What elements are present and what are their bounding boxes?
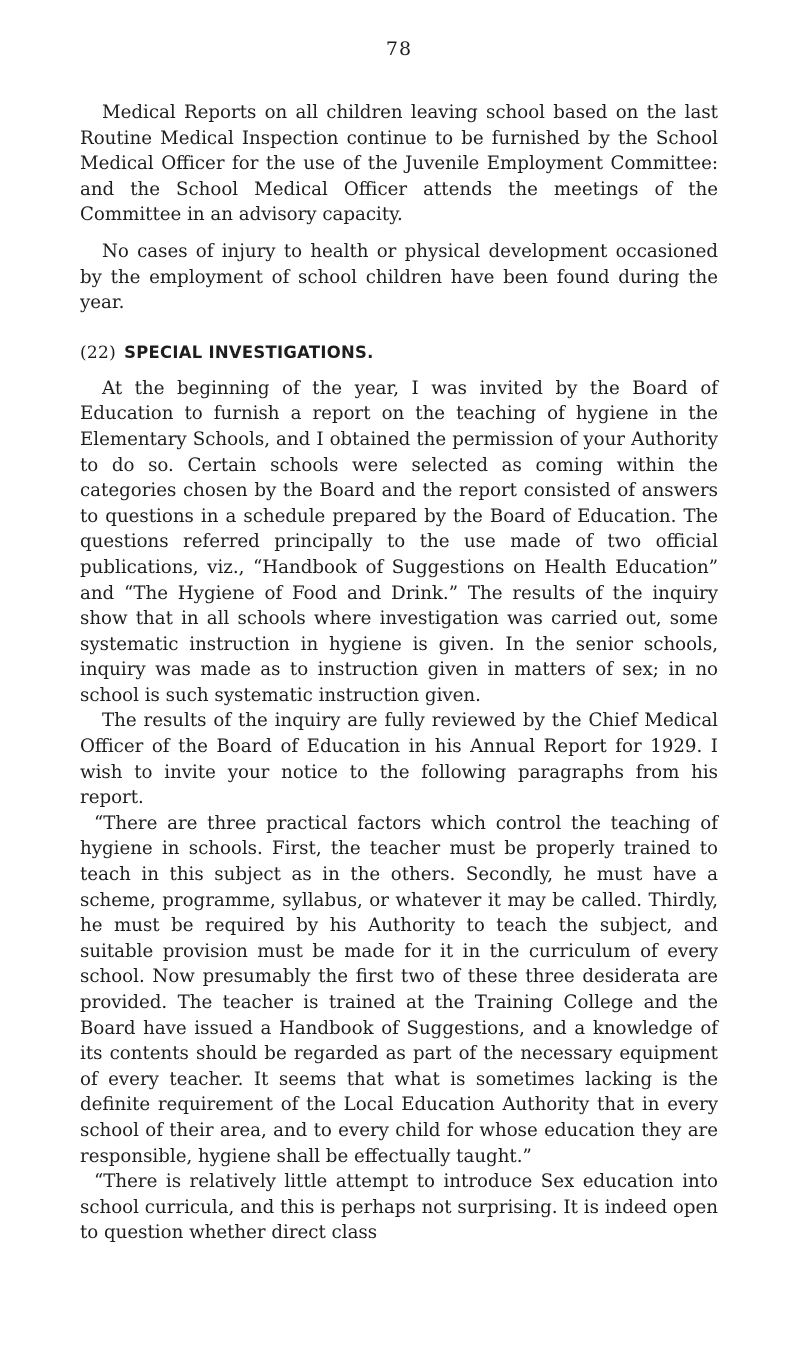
paragraph-no-injury: No cases of injury to health or physical development occasioned by the employment of school children have been found during the year. xyxy=(80,240,718,314)
paragraph-inquiry-results: The results of the inquiry are fully reviewed by the Chief Medical Officer of the Board of Education in his Annual Report for 1929. I wish to invite your notice to the following paragraphs from his report. xyxy=(80,710,718,809)
section-number: (22) xyxy=(80,342,117,363)
section-title: SPECIAL INVESTIGATIONS. xyxy=(124,342,374,362)
paragraph-medical-reports: Medical Reports on all children leaving school based on the last Routine Medical Inspection continue to be furnished by the School Medical Officer for the use of the Juvenile Employment Committee: and the School Medical Officer attends the meetings of the Committee in an advisory capacity. xyxy=(80,102,718,226)
quote-sex-education: “There is relatively little attempt to introduce Sex education into school curricula, and this is perhaps not surprising. It is indeed open to question whether direct class xyxy=(80,1171,718,1244)
quote-practical-factors: “There are three practical factors which control the teaching of hygiene in schools. First, the teacher must be properly trained to teach in this subject as in the others. Secondly, he must have a scheme, programme, syllabus, or whatever it may be called. Thirdly, he must be required by his Authority to teach the subject, and suitable provision must be made for it in the curriculum of every school. Now presumably the first two of these three desiderata are provided. The teacher is trained at the Training College and the Board have issued a Handbook of Suggestions, and a knowledge of its contents should be regarded as part of the necessary equipment of every teacher. It seems that what is sometimes lacking is the definite requirement of the Local Education Authority that in every school of their area, and to every child for whose education they are responsible, hygiene shall be effectually taught.” xyxy=(80,812,718,1167)
paragraph-hygiene-report: At the beginning of the year, I was invited by the Board of Education to furnish a report on the teaching of hygiene in the Elementary Schools, and I obtained the permission of your Authority to do so. Certain schools were selected as coming within the categories chosen by the Board and the report consisted of answers to questions in a schedule prepared by the Board of Education. The questions referred principally to the use made of two official publications, viz., “Handbook of Suggestions on Health Education” and “The Hygiene of Food and Drink.” The results of the inquiry show that in all schools where investigation was carried out, some systematic instruction in hygiene is given. In the senior schools, inquiry was made as to instruction given in matters of sex; in no school is such systematic instruction given. xyxy=(80,377,718,706)
section-heading xyxy=(80,342,718,364)
page-number: 78 xyxy=(385,38,413,60)
